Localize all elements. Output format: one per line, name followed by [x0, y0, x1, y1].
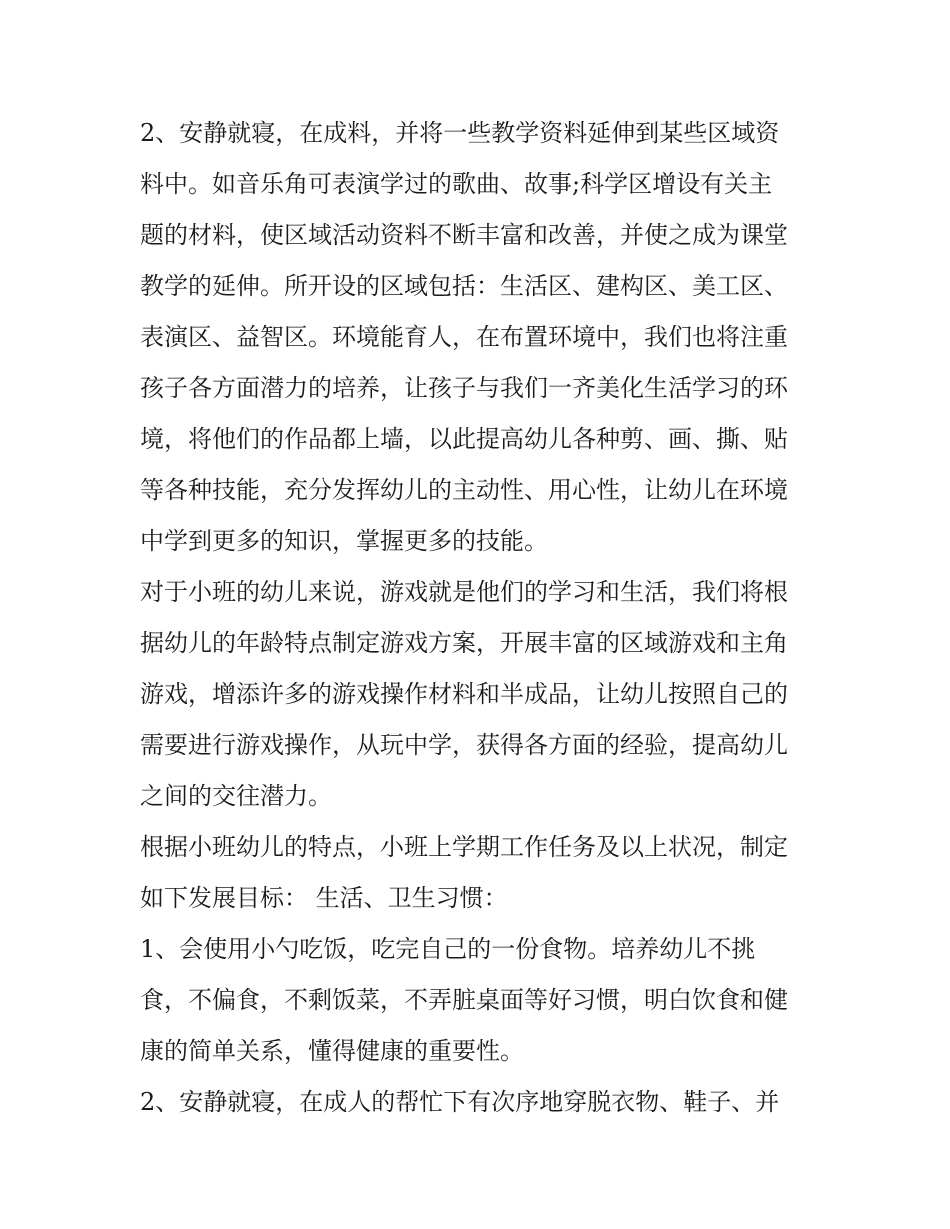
- text-line-11: 据幼儿的年龄特点制定游戏方案，开展丰富的区域游戏和主角: [140, 629, 788, 657]
- text-line-4: 教学的延伸。所开设的区域包括：生活区、建构区、美工区、: [140, 272, 788, 300]
- document-body: [140, 108, 830, 1128]
- text-line-2: 料中。如音乐角可表演学过的歌曲、故事;科学区增设有关主: [140, 170, 773, 198]
- text-line-20: 2、安静就寝，在成人的帮忙下有次序地穿脱衣物、鞋子、并: [140, 1088, 780, 1116]
- text-line-17: 1、会使用小勺吃饭，吃完自己的一份食物。培养幼儿不挑: [140, 935, 756, 963]
- text-line-16: 如下发展目标： 生活、卫生习惯：: [140, 884, 508, 912]
- text-line-7: 境，将他们的作品都上墙，以此提高幼儿各种剪、画、撕、贴: [140, 425, 788, 453]
- text-line-8: 等各种技能，充分发挥幼儿的主动性、用心性，让幼儿在环境: [140, 476, 788, 504]
- text-line-6: 孩子各方面潜力的培养，让孩子与我们一齐美化生活学习的环: [140, 374, 788, 402]
- text-line-10: 对于小班的幼儿来说，游戏就是他们的学习和生活，我们将根: [140, 578, 788, 606]
- text-line-3: 题的材料，使区域活动资料不断丰富和改善，并使之成为课堂: [140, 221, 788, 249]
- text-line-19: 康的简单关系，懂得健康的重要性。: [140, 1037, 524, 1065]
- text-line-18: 食，不偏食，不剩饭菜，不弄脏桌面等好习惯，明白饮食和健: [140, 986, 788, 1014]
- text-line-13: 需要进行游戏操作，从玩中学，获得各方面的经验，提高幼儿: [140, 731, 788, 759]
- text-line-5: 表演区、益智区。环境能育人，在布置环境中，我们也将注重: [140, 323, 788, 351]
- text-line-14: 之间的交往潜力。: [140, 782, 332, 810]
- text-line-9: 中学到更多的知识，掌握更多的技能。: [140, 527, 548, 555]
- text-line-12: 游戏，增添许多的游戏操作材料和半成品，让幼儿按照自己的: [140, 680, 788, 708]
- text-line-15: 根据小班幼儿的特点，小班上学期工作任务及以上状况，制定: [140, 833, 788, 861]
- text-line-1: 2、安静就寝，在成料，并将一些教学资料延伸到某些区域资: [140, 119, 780, 147]
